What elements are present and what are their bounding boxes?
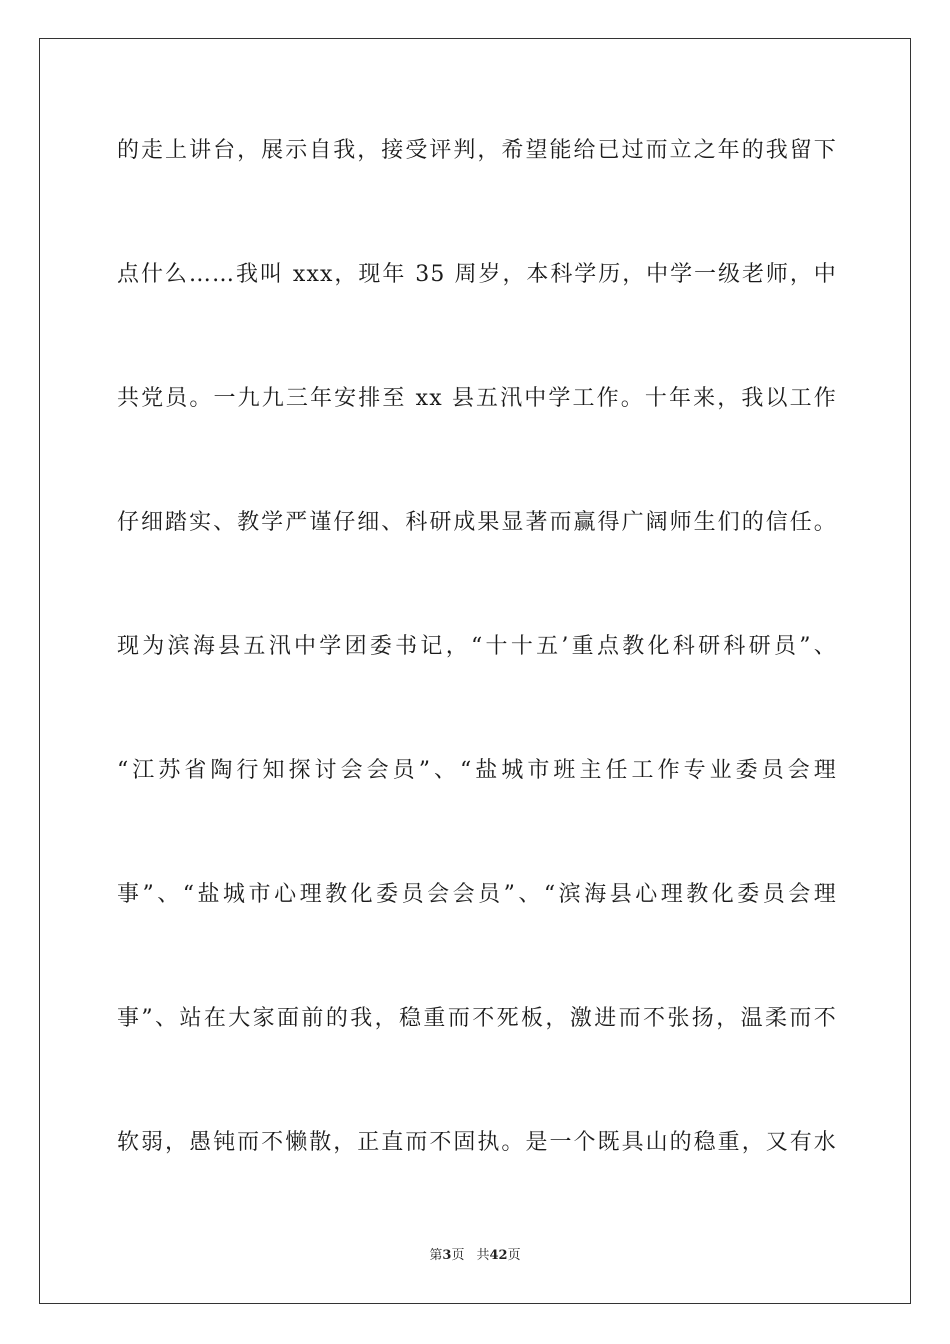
total-prefix: 共 [476, 1248, 490, 1263]
text-line: 共党员。一九九三年安排至 xx 县五汛中学工作。十年来，我以工作 [117, 386, 837, 411]
total-pages: 42 [489, 1248, 508, 1263]
total-suffix: 页 [507, 1248, 521, 1263]
body-text [117, 126, 837, 1242]
page-suffix: 页 [451, 1248, 465, 1263]
text-line: 点什么……我叫 xxx，现年 35 周岁，本科学历，中学一级老师，中 [117, 262, 837, 287]
text-line: 现为滨海县五汛中学团委书记，“十十五’重点教化科研科研员”、 [117, 634, 837, 659]
text-line: “江苏省陶行知探讨会会员”、“盐城市班主任工作专业委员会理 [117, 758, 837, 783]
page-prefix: 第 [429, 1248, 443, 1263]
page-number: 3 [442, 1248, 452, 1263]
text-line: 事”、“盐城市心理教化委员会会员”、“滨海县心理教化委员会理 [117, 882, 837, 907]
text-line: 的走上讲台，展示自我，接受评判，希望能给已过而立之年的我留下 [117, 138, 837, 163]
text-line: 事”、站在大家面前的我，稳重而不死板，激进而不张扬，温柔而不 [117, 1006, 837, 1031]
text-line: 软弱，愚钝而不懒散，正直而不固执。是一个既具山的稳重，又有水 [117, 1130, 837, 1155]
page-footer [0, 1247, 950, 1265]
text-line: 仔细踏实、教学严谨仔细、科研成果显著而赢得广阔师生们的信任。 [117, 510, 837, 535]
